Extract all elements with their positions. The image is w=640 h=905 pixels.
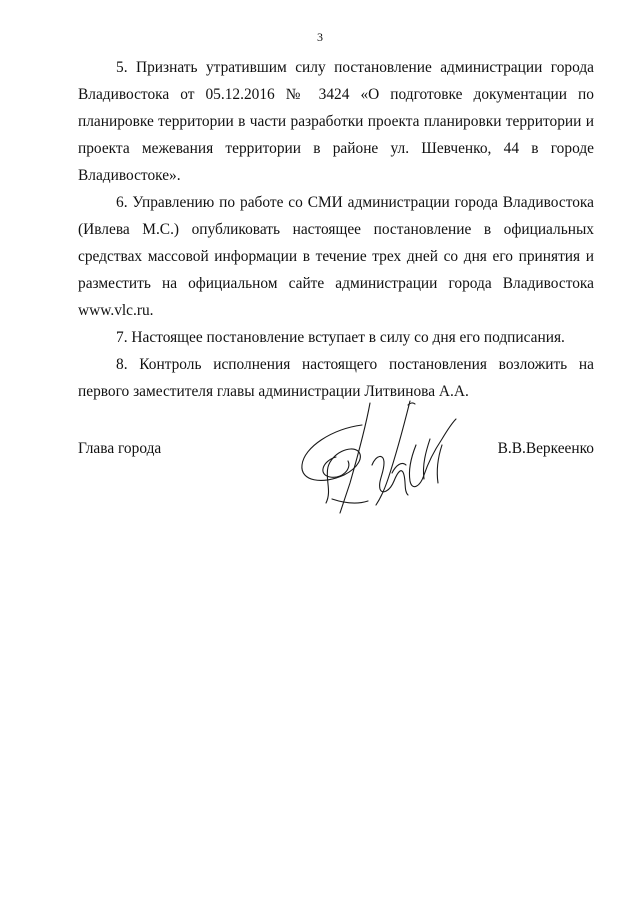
signatory-name: В.В.Веркеенко xyxy=(497,440,594,457)
paragraph-7: 7. Настоящее постановление вступает в силу со дня его подписания. xyxy=(116,329,565,346)
paragraph-5: 5. Признать утратившим силу постановление администрации города Владивостока от 05.12.2016 № 3424 «О подготовке документации по планировке территории в части разработки проекта планировки территории и проекта межевания территории в районе ул. Шевченко, 44 в городе Владивостоке». xyxy=(78,59,594,184)
document-body xyxy=(78,54,594,405)
handwritten-signature-icon xyxy=(292,395,472,520)
signatory-title: Глава города xyxy=(78,440,162,457)
paragraph-6: 6. Управлению по работе со СМИ администрации города Владивостока (Ивлева М.С.) опубликовать настоящее постановление в официальных средствах массовой информации в течение трех дней со дня его принятия и разместить на официальном сайте администрации города Владивостока www.vlc.ru. xyxy=(78,194,594,319)
paragraph-8: 8. Контроль исполнения настоящего постановления возложить на первого заместителя главы администрации Литвинова А.А. xyxy=(78,356,594,400)
page-number: 3 xyxy=(317,30,323,44)
